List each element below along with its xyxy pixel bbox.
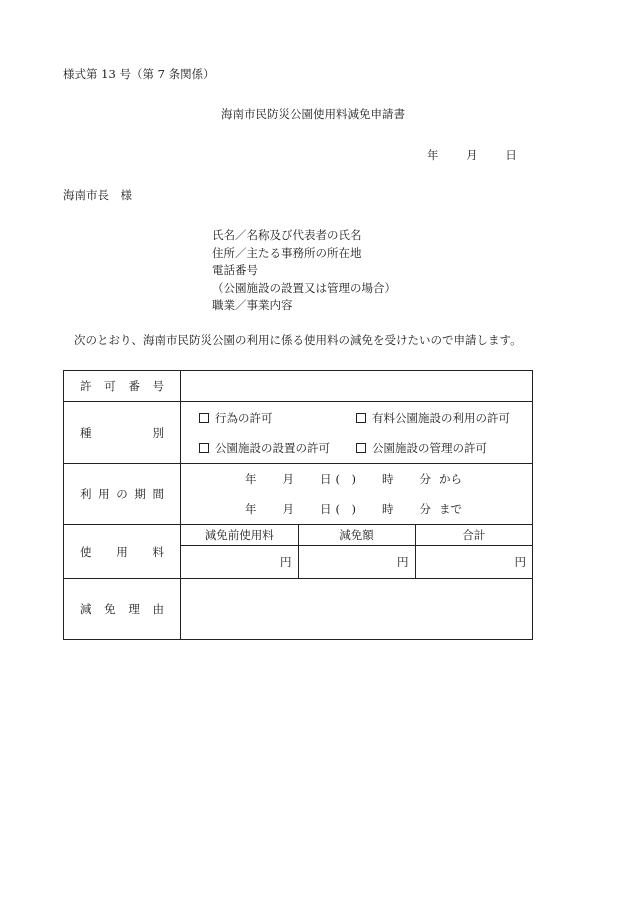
request-statement: 次のとおり、海南市民防災公園の利用に係る使用料の減免を受けたいので申請します。 [74, 333, 522, 347]
label-char: 期 [134, 487, 146, 501]
type-label [64, 402, 181, 464]
yen-unit: 円 [397, 555, 409, 569]
fee-table [181, 525, 532, 578]
fee-label-text [64, 544, 180, 560]
document-title: 海南市民防災公園使用料減免申請書 [221, 107, 405, 121]
label-char: の [116, 487, 128, 501]
label-char: 用 [116, 544, 128, 559]
applicant-block [212, 227, 396, 315]
fee-label [64, 525, 181, 579]
fee-header-before: 減免前使用料 [181, 525, 298, 546]
label-char: 番 [128, 379, 140, 393]
date-day: 日 [505, 148, 517, 162]
yen-unit: 円 [514, 555, 526, 569]
type-option-management[interactable]: 公園施設の管理の許可 [356, 440, 487, 456]
applicant-occupation-label: 職業／事業内容 [212, 298, 293, 313]
reason-label-text [64, 601, 180, 617]
permit-number-label-text [64, 378, 180, 394]
yen-unit: 円 [280, 555, 292, 569]
applicant-address-label: 住所／主たる事務所の所在地 [212, 245, 362, 260]
fee-row [64, 525, 533, 579]
type-option-activity[interactable]: 行為の許可 [199, 410, 356, 426]
date-month: 月 [466, 148, 478, 162]
type-label-text [64, 425, 180, 441]
period-label [64, 464, 181, 525]
checkbox[interactable] [199, 413, 209, 423]
period-to: 年 月 日 ( ) 時 分 まで [245, 502, 462, 516]
label-char: 免 [104, 602, 116, 616]
label-char: 料 [152, 544, 164, 559]
fee-header-discount: 減免額 [298, 525, 415, 546]
label-char: 間 [152, 487, 164, 501]
type-option-installation[interactable]: 公園施設の設置の許可 [199, 440, 356, 456]
date-year: 年 [427, 148, 439, 162]
permit-number-row [64, 371, 533, 402]
applicant-note: （公園施設の設置又は管理の場合） [212, 280, 396, 295]
addressee: 海南市長 様 [63, 188, 132, 202]
applicant-name-label: 氏名／名称及び代表者の氏名 [212, 228, 362, 242]
label-char: 号 [152, 379, 164, 393]
label-char: 種 [80, 425, 92, 440]
label-char: 許 [80, 379, 92, 393]
period-field[interactable] [181, 464, 533, 525]
date-line [427, 148, 517, 162]
period-label-text [64, 486, 180, 502]
reason-row [64, 579, 533, 640]
label-char: 別 [152, 425, 164, 440]
type-row [64, 402, 533, 464]
permit-number-field[interactable] [181, 371, 533, 402]
checkbox[interactable] [199, 443, 209, 453]
label-char: 使 [80, 544, 92, 559]
checkbox[interactable] [356, 443, 366, 453]
fee-total-field[interactable] [415, 546, 532, 579]
label-char: 可 [104, 379, 116, 393]
fee-discount-field[interactable] [298, 546, 415, 579]
label-char: 由 [152, 602, 164, 616]
fee-cell [181, 525, 533, 579]
type-options [181, 402, 533, 464]
label-char: 用 [98, 487, 110, 501]
period-from: 年 月 日 ( ) 時 分 から [245, 472, 462, 486]
fee-before-field[interactable] [181, 546, 298, 579]
checkbox[interactable] [356, 413, 366, 423]
label-char: 利 [80, 487, 92, 501]
application-table [63, 370, 533, 640]
label-char: 減 [80, 602, 92, 616]
fee-header-total: 合計 [415, 525, 532, 546]
permit-number-label [64, 371, 181, 402]
form-number: 様式第 13 号（第 7 条関係） [63, 67, 215, 81]
applicant-phone-label: 電話番号 [212, 263, 258, 278]
type-option-paid-facility[interactable]: 有料公園施設の利用の許可 [356, 410, 510, 426]
label-char: 理 [128, 602, 140, 616]
period-row [64, 464, 533, 525]
reason-label [64, 579, 181, 640]
reason-field[interactable] [181, 579, 533, 640]
